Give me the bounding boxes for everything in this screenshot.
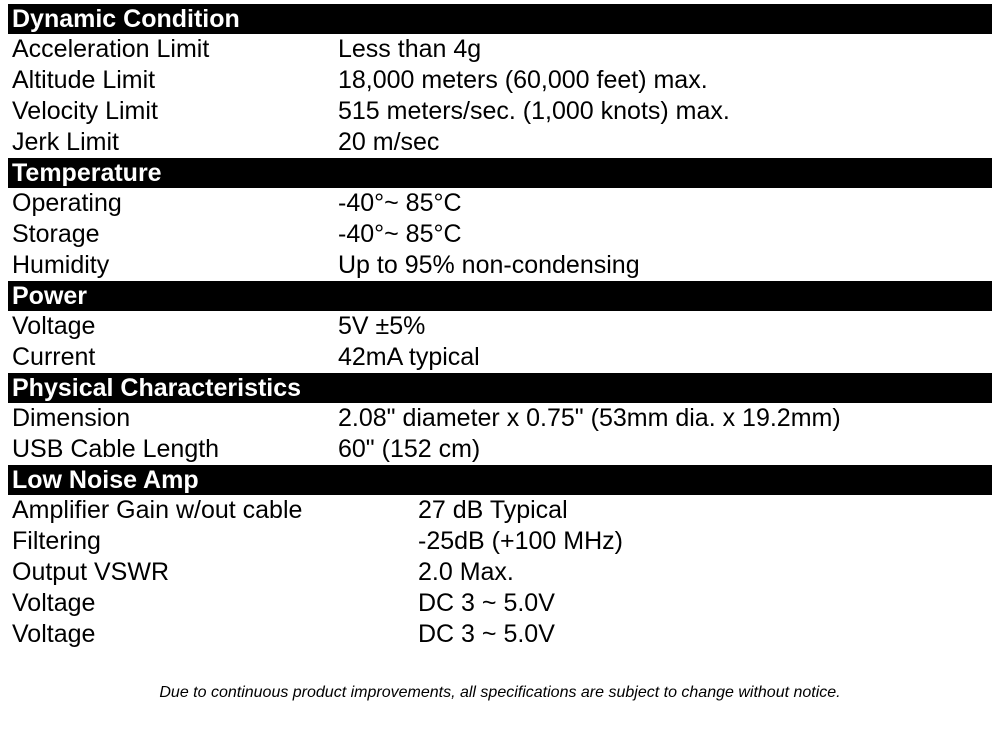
spec-value: DC 3 ~ 5.0V (418, 589, 555, 617)
footnote: Due to continuous product improvements, all specifications are subject to change without notice. (159, 684, 841, 701)
spec-value: DC 3 ~ 5.0V (418, 620, 555, 648)
spec-row (8, 65, 992, 96)
spec-label: Acceleration Limit (12, 35, 210, 63)
spec-row (8, 311, 992, 342)
spec-row (8, 495, 992, 526)
spec-label: Dimension (12, 404, 131, 432)
spec-row (8, 96, 992, 127)
spec-label: Voltage (12, 312, 96, 340)
section-header: Temperature (8, 158, 992, 188)
spec-label: Jerk Limit (12, 128, 119, 156)
spec-value: 515 meters/sec. (1,000 knots) max. (338, 97, 730, 125)
spec-value: -40°~ 85°C (338, 220, 462, 248)
section-low-noise-amp (8, 465, 992, 650)
section-header: Low Noise Amp (8, 465, 992, 495)
section-power (8, 281, 992, 373)
spec-label: Storage (12, 220, 100, 248)
spec-label: Output VSWR (12, 558, 169, 586)
spec-value: -25dB (+100 MHz) (418, 527, 623, 555)
spec-label: Voltage (12, 589, 96, 617)
section-physical-characteristics (8, 373, 992, 465)
spec-value: Less than 4g (338, 35, 482, 63)
spec-row (8, 619, 992, 650)
spec-label: Amplifier Gain w/out cable (12, 496, 303, 524)
spec-row (8, 219, 992, 250)
section-header: Dynamic Condition (8, 4, 992, 34)
spec-value: 5V ±5% (338, 312, 426, 340)
spec-label: Voltage (12, 620, 96, 648)
spec-sheet (8, 4, 992, 650)
spec-row (8, 588, 992, 619)
spec-label: Velocity Limit (12, 97, 158, 125)
spec-label: Altitude Limit (12, 66, 156, 94)
spec-value: 42mA typical (338, 343, 480, 371)
spec-value: 2.0 Max. (418, 558, 514, 586)
section-header: Physical Characteristics (8, 373, 992, 403)
spec-row (8, 434, 992, 465)
spec-value: 18,000 meters (60,000 feet) max. (338, 66, 708, 94)
spec-row (8, 34, 992, 65)
spec-value: 27 dB Typical (418, 496, 568, 524)
spec-value: 60" (152 cm) (338, 435, 481, 463)
spec-row (8, 557, 992, 588)
spec-row (8, 250, 992, 281)
spec-value: 20 m/sec (338, 128, 440, 156)
spec-value: Up to 95% non-condensing (338, 251, 640, 279)
spec-value: -40°~ 85°C (338, 189, 462, 217)
spec-label: USB Cable Length (12, 435, 220, 463)
spec-label: Filtering (12, 527, 101, 555)
spec-row (8, 342, 992, 373)
spec-label: Current (12, 343, 96, 371)
section-header: Power (8, 281, 992, 311)
spec-row (8, 188, 992, 219)
spec-row (8, 526, 992, 557)
spec-value: 2.08" diameter x 0.75" (53mm dia. x 19.2mm) (338, 404, 841, 432)
spec-row (8, 127, 992, 158)
spec-label: Humidity (12, 251, 110, 279)
spec-label: Operating (12, 189, 122, 217)
section-dynamic-condition (8, 4, 992, 158)
section-temperature (8, 158, 992, 281)
spec-row (8, 403, 992, 434)
